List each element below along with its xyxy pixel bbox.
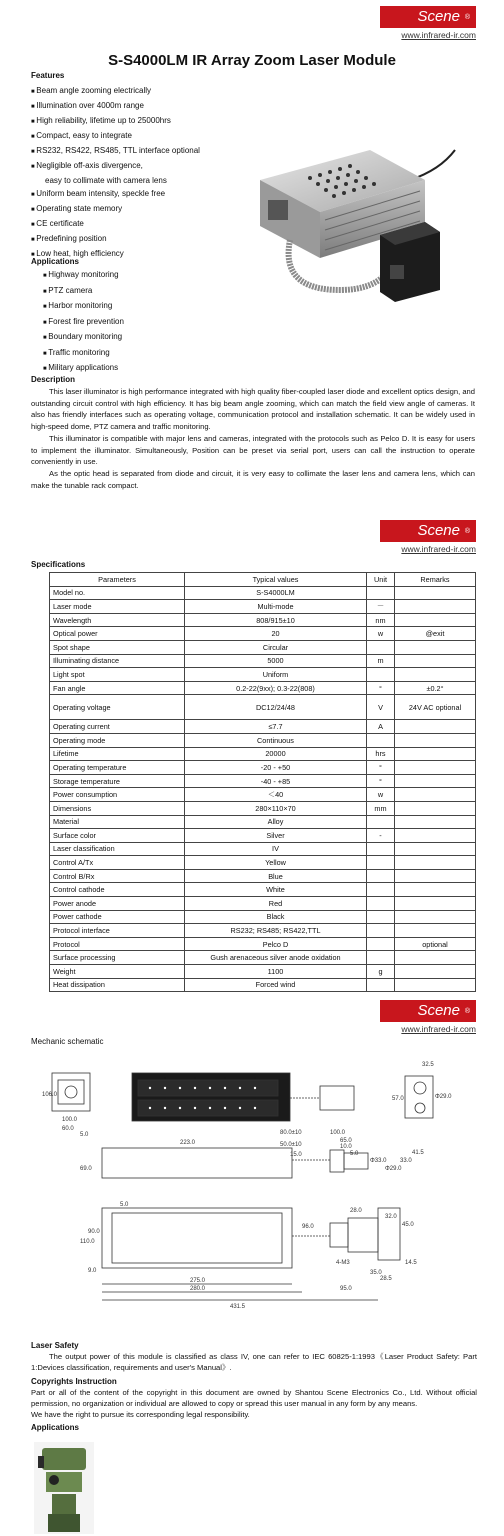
table-cell: m [367,654,395,668]
application-item: ■ Military applications [43,361,124,377]
application-item: ■ Highway monitoring [43,268,124,284]
dim-label: 275.0 [190,1278,206,1284]
table-cell: RS232; RS485; RS422,TTL [185,924,367,938]
dim-label: 223.0 [180,1140,196,1146]
table-row [50,965,476,979]
table-row [50,668,476,682]
column-header: Unit [367,573,395,587]
table-cell: Light spot [50,668,185,682]
table-row [50,869,476,883]
table-cell: Alloy [185,815,367,829]
application-item: ■ Boundary monitoring [43,330,124,346]
dim-label: 90.0 [88,1229,100,1235]
feature-item: ■ RS232, RS422, RS485, TTL interface optional [31,144,200,159]
table-cell: Illuminating distance [50,654,185,668]
table-row [50,747,476,761]
laser-safety-text: The output power of this module is classified as class IV, one can refer to IEC 60825-1:1993《Laser Product Safety: Part 1:Devices classification, requirements and user's Manual》. [31,1352,477,1373]
table-cell [395,815,476,829]
table-cell: Protocol [50,937,185,951]
description-paragraph: This illuminator is compatible with major lens and cameras, integrated with the protocols such as Pelco D. It is easy for users to implement the illuminator. Simultaneously, Position can be preset via serial port, users can call the instruction to operate conveniently in use. [31,433,475,467]
table-cell [367,951,395,965]
table-row [50,586,476,600]
table-header-row [50,573,476,587]
dim-label: 431.5 [230,1304,246,1310]
table-cell: 1100 [185,965,367,979]
table-row [50,695,476,720]
dim-label: 5.0 [350,1151,359,1157]
table-cell [367,883,395,897]
table-row [50,978,476,992]
dim-label: 45.0 [402,1222,414,1228]
dim-label: 65.0 [340,1138,352,1144]
table-cell: IV [185,842,367,856]
table-cell: DC12/24/48 [185,695,367,720]
table-cell: Pelco D [185,937,367,951]
dim-label: 10.0 [340,1144,352,1150]
table-cell [395,829,476,843]
table-cell [395,951,476,965]
table-row [50,733,476,747]
table-row [50,951,476,965]
dim-label: 28.0 [350,1208,362,1214]
table-cell: 5000 [185,654,367,668]
table-cell: 280×110×70 [185,801,367,815]
dim-label: Φ33.0 [370,1158,387,1164]
table-cell: 20000 [185,747,367,761]
table-cell: -40 - +85 [185,774,367,788]
table-row [50,627,476,641]
table-cell [367,937,395,951]
table-cell [395,747,476,761]
dim-label: 100.0 [62,1117,78,1123]
table-cell: Black [185,910,367,924]
table-cell: Gush arenaceous silver anode oxidation [185,951,367,965]
page-title: S-S4000LM IR Array Zoom Laser Module [108,52,396,69]
table-cell: Control cathode [50,883,185,897]
applications-heading: Applications [31,257,80,266]
application-photo [34,1442,94,1534]
table-cell [367,910,395,924]
table-cell: Laser classification [50,842,185,856]
table-row [50,801,476,815]
table-row [50,937,476,951]
table-cell [395,761,476,775]
dim-label: 110.0 [80,1239,95,1245]
dim-label: 9.0 [88,1268,97,1274]
specifications-heading: Specifications [31,560,86,569]
feature-item: ■ Compact, easy to integrate [31,129,200,144]
dim-label: 57.0 [392,1096,404,1102]
dim-label: Φ29.0 [435,1094,452,1100]
website-link[interactable]: www.infrared-ir.com [401,544,476,554]
table-cell: Uniform [185,668,367,682]
dim-label: 14.5 [405,1260,417,1266]
table-row [50,897,476,911]
table-cell [395,897,476,911]
table-cell [395,720,476,734]
table-cell: Dimensions [50,801,185,815]
table-cell: Power consumption [50,788,185,802]
table-cell: - [367,829,395,843]
table-cell [395,600,476,614]
table-cell: S-S4000LM [185,586,367,600]
dim-label: 15.0 [290,1152,302,1158]
website-link[interactable]: www.infrared-ir.com [401,30,476,40]
copyright-text: Part or all of the content of the copyright in this document are owned by Shantou Scene Electronics Co., Ltd. Without official permission, no organization or individual are allowed to copy or spread this user manual in any form by any means. [31,1387,477,1409]
table-cell: nm [367,613,395,627]
table-cell: Lifetime [50,747,185,761]
table-cell [395,856,476,870]
logo-badge: Scene ® [380,1000,476,1022]
dim-label: 32.5 [422,1062,434,1068]
table-cell: ° [367,774,395,788]
table-cell: -20 - +50 [185,761,367,775]
description-paragraph: This laser illuminator is high performance integrated with high quality fiber-coupled laser diode and excellent optics design, and outstanding circuit control with high efficiency. It has big beam angle zooming, which can match the field view angle of cameras. It also has friendly interfaces such as operating voltage, communication protocol and installation schematic. It can be widely used in high-speed dome, PTZ camera and traffic monitoring. [31,387,475,432]
table-cell: Storage temperature [50,774,185,788]
table-row [50,640,476,654]
dim-label: Φ29.0 [385,1166,402,1172]
dim-label: 50.0±10 [280,1142,302,1148]
table-cell: Continuous [185,733,367,747]
table-cell [395,924,476,938]
dim-label: 35.0 [370,1270,382,1276]
table-cell: White [185,883,367,897]
table-row [50,613,476,627]
logo-badge: Scene ® [380,520,476,542]
table-cell: Blue [185,869,367,883]
specifications-table [49,572,476,992]
feature-item: ■ Predefining position [31,232,200,247]
column-header: Parameters [50,573,185,587]
application-item: ■ Forest fire prevention [43,315,124,331]
table-cell: Optical power [50,627,185,641]
table-cell: mm [367,801,395,815]
table-cell [367,668,395,682]
column-header: Typical values [185,573,367,587]
table-cell: ±0.2° [395,681,476,695]
table-cell: Operating voltage [50,695,185,720]
product-photo [240,140,460,310]
table-cell: A [367,720,395,734]
table-cell: Wavelength [50,613,185,627]
table-cell [395,654,476,668]
table-cell: Material [50,815,185,829]
table-cell [367,978,395,992]
logo-badge: Scene ® [380,6,476,28]
table-cell [367,640,395,654]
table-cell: Model no. [50,586,185,600]
table-row [50,774,476,788]
dim-label: 5.0 [120,1202,129,1208]
table-cell: ° [367,681,395,695]
feature-item: ■ High reliability, lifetime up to 25000hrs [31,114,200,129]
feature-item: ■ Operating state memory [31,202,200,217]
dim-label: 32.0 [385,1214,397,1220]
table-cell: Power cathode [50,910,185,924]
table-cell: Control B/Rx [50,869,185,883]
table-cell [395,801,476,815]
application-item: ■ Traffic monitoring [43,346,124,362]
table-cell: Yellow [185,856,367,870]
table-cell: Red [185,897,367,911]
applications-bottom-heading: Applications [31,1423,80,1433]
dim-label: 4-M3 [336,1260,350,1266]
table-cell [395,640,476,654]
brand-logo [380,1000,476,1034]
table-cell: Surface color [50,829,185,843]
table-row [50,720,476,734]
mechanic-heading: Mechanic schematic [31,1037,104,1046]
table-row [50,856,476,870]
table-cell: 24V AC optional [395,695,476,720]
table-cell [367,869,395,883]
dim-label: 5.0 [80,1132,89,1138]
table-cell: hrs [367,747,395,761]
table-cell: － [367,600,395,614]
table-cell [395,788,476,802]
table-cell: ≤7.7 [185,720,367,734]
table-row [50,815,476,829]
column-header: Remarks [395,573,476,587]
table-cell: Protocol interface [50,924,185,938]
table-cell [395,978,476,992]
dim-label: 100.0 [330,1130,346,1136]
copyright-text: We have the right to pursue its corresponding legal responsibility. [31,1410,250,1420]
application-item: ■ PTZ camera [43,284,124,300]
table-cell: 808/915±10 [185,613,367,627]
table-cell: Surface processing [50,951,185,965]
table-cell [367,733,395,747]
table-cell: Laser mode [50,600,185,614]
dim-label: 41.5 [412,1150,424,1156]
table-cell [395,842,476,856]
table-cell: Spot shape [50,640,185,654]
table-cell [395,586,476,600]
table-cell: Circular [185,640,367,654]
dim-label: 95.0 [340,1286,352,1292]
table-cell: @exit [395,627,476,641]
table-cell [367,924,395,938]
table-cell: Silver [185,829,367,843]
table-cell [395,910,476,924]
copyright-heading: Copyrights Instruction [31,1376,117,1386]
table-cell: Power anode [50,897,185,911]
feature-item: ■ Beam angle zooming electrically [31,84,200,99]
table-row [50,788,476,802]
table-cell: Multi-mode [185,600,367,614]
table-cell [395,965,476,979]
table-cell [395,869,476,883]
dim-label: 280.0 [190,1286,206,1292]
applications-list [43,268,124,377]
table-cell: ° [367,761,395,775]
table-row [50,600,476,614]
table-cell: ＜40 [185,788,367,802]
table-cell: w [367,627,395,641]
brand-logo [380,6,476,40]
application-item: ■ Harbor monitoring [43,299,124,315]
table-cell [367,586,395,600]
table-cell: Weight [50,965,185,979]
table-row [50,681,476,695]
table-cell: Operating temperature [50,761,185,775]
table-cell: Control A/Tx [50,856,185,870]
table-row [50,883,476,897]
table-cell: Heat dissipation [50,978,185,992]
feature-item: ■ Uniform beam intensity, speckle free [31,187,200,202]
table-cell [367,897,395,911]
table-cell [367,815,395,829]
dim-label: 96.0 [302,1224,314,1230]
table-cell: g [367,965,395,979]
dim-label: 69.0 [80,1166,92,1172]
table-cell: Operating current [50,720,185,734]
table-cell: Fan angle [50,681,185,695]
table-row [50,829,476,843]
table-cell: w [367,788,395,802]
mechanic-schematic [40,1058,470,1338]
feature-item: ■ Negligible off-axis divergence, easy to collimate with camera lens [31,159,200,187]
description-heading: Description [31,375,76,384]
table-row [50,842,476,856]
feature-item: ■ Low heat, high efficiency [31,247,200,262]
laser-safety-section [31,1340,477,1434]
feature-item: ■ Illumination over 4000m range [31,99,200,114]
dim-label: 80.0±10 [280,1130,302,1136]
website-link[interactable]: www.infrared-ir.com [401,1024,476,1034]
brand-logo [380,520,476,554]
dim-label: 106.0 [42,1092,58,1098]
description-body [31,386,475,491]
table-cell: Operating mode [50,733,185,747]
table-cell [367,842,395,856]
features-list [31,84,200,262]
features-heading: Features [31,71,65,80]
dim-label: 28.5 [380,1276,392,1282]
table-cell: Forced wind [185,978,367,992]
table-row [50,924,476,938]
table-cell [395,668,476,682]
table-row [50,654,476,668]
table-cell [395,613,476,627]
table-row [50,910,476,924]
description-paragraph: As the optic head is separated from diode and circuit, it is very easy to collimate the laser lens and camera lens, which can make the tunable rack compact. [31,468,475,490]
table-row [50,761,476,775]
table-cell [395,774,476,788]
dim-label: 33.0 [400,1158,412,1164]
feature-item: ■ CE certificate [31,217,200,232]
table-cell: 20 [185,627,367,641]
dim-label: 60.0 [62,1126,74,1132]
table-cell [395,733,476,747]
table-cell: optional [395,937,476,951]
table-cell [395,883,476,897]
table-cell: 0.2-22(9xx); 0.3-22(808) [185,681,367,695]
table-cell: V [367,695,395,720]
table-cell [367,856,395,870]
laser-safety-heading: Laser Safety [31,1341,79,1350]
